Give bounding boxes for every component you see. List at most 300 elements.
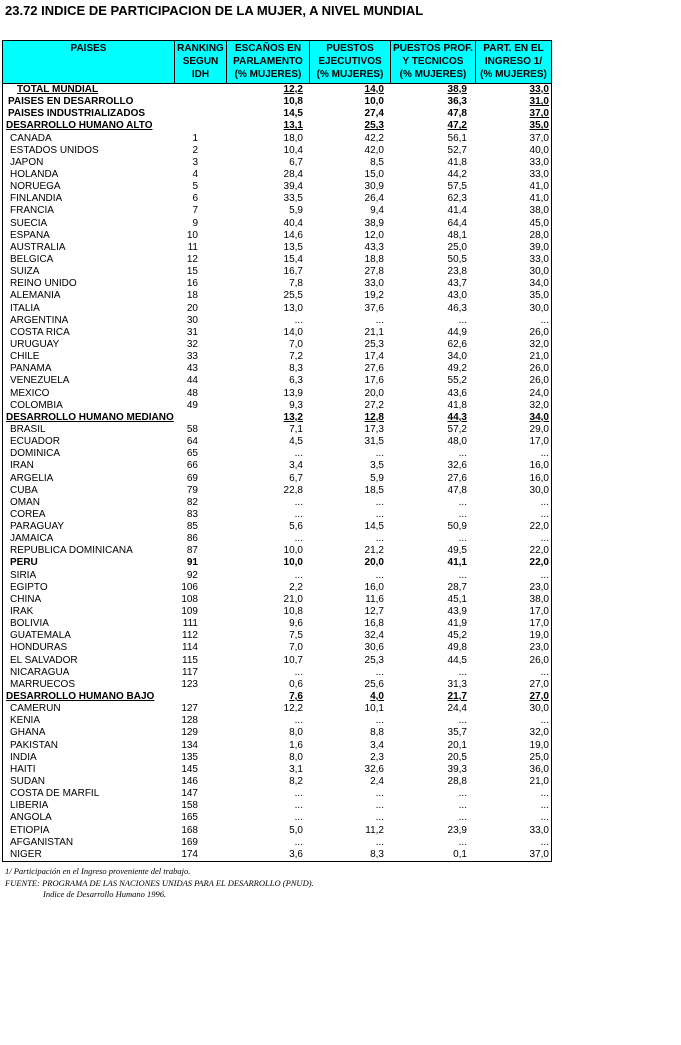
ingreso-value-text: 30,0 <box>529 302 549 314</box>
parlamento-value <box>226 800 309 812</box>
country-name-text: DESARROLLO HUMANO ALTO <box>6 120 153 132</box>
ejecutivos-value <box>309 363 390 375</box>
table-row <box>3 230 551 242</box>
ingreso-value-text: 23,0 <box>529 642 549 654</box>
ejecutivos-value-text: 8,3 <box>370 848 384 860</box>
country-name <box>3 254 174 266</box>
ejecutivos-value <box>309 290 390 302</box>
table-row <box>3 460 551 472</box>
ejecutivos-value <box>309 96 390 108</box>
idh-rank: 15 <box>186 266 198 278</box>
country-name <box>3 509 174 521</box>
country-name <box>3 242 174 254</box>
ejecutivos-value-text: 18,5 <box>364 484 384 496</box>
tecnicos-value <box>390 825 475 837</box>
ingreso-value-text: ... <box>540 800 549 812</box>
table-row <box>3 473 551 485</box>
ingreso-value <box>475 473 551 485</box>
parlamento-value-text: 28,4 <box>283 168 303 180</box>
country-name-text: REPUBLICA DOMINICANA <box>10 545 133 557</box>
tecnicos-value-text: 43,6 <box>447 387 467 399</box>
ejecutivos-value <box>309 606 390 618</box>
ingreso-value-text: 21,0 <box>529 776 549 788</box>
ejecutivos-value-text: 30,9 <box>364 181 384 193</box>
ejecutivos-value <box>309 825 390 837</box>
ejecutivos-value-text: 21,2 <box>364 545 384 557</box>
ejecutivos-value <box>309 120 390 132</box>
parlamento-value-text: 21,0 <box>283 593 303 605</box>
tecnicos-value <box>390 460 475 472</box>
parlamento-value-text: ... <box>294 533 303 545</box>
parlamento-value <box>226 448 309 460</box>
parlamento-value <box>226 630 309 642</box>
tecnicos-value-text: 41,1 <box>447 557 467 569</box>
parlamento-value-text: 33,5 <box>283 193 303 205</box>
idh-rank: 6 <box>192 193 198 205</box>
ingreso-value-text: 17,0 <box>529 618 549 630</box>
ejecutivos-value <box>309 521 390 533</box>
parlamento-value <box>226 218 309 230</box>
parlamento-value <box>226 545 309 557</box>
tecnicos-value-text: 25,0 <box>447 241 467 253</box>
idh-rank: 87 <box>186 545 198 557</box>
ejecutivos-value-text: 14,0 <box>364 84 384 95</box>
country-name-text: INDIA <box>10 751 37 763</box>
ejecutivos-value <box>309 388 390 400</box>
parlamento-value <box>226 497 309 509</box>
parlamento-value-text: ... <box>294 666 303 678</box>
country-name-text: CUBA <box>10 484 38 496</box>
ejecutivos-value <box>309 667 390 679</box>
table-row <box>3 533 551 545</box>
ejecutivos-value-text: 20,0 <box>364 387 384 399</box>
table-row <box>3 703 551 715</box>
parlamento-value-text: 7,2 <box>289 351 303 363</box>
ingreso-value <box>475 157 551 169</box>
tecnicos-value-text: 49,2 <box>447 363 467 375</box>
tecnicos-value-text: 44,5 <box>447 654 467 666</box>
country-name <box>3 642 174 654</box>
ingreso-value <box>475 849 551 861</box>
ingreso-value-text: 35,0 <box>529 290 549 302</box>
tecnicos-value-text: 23,8 <box>447 266 467 278</box>
header-escanos <box>226 41 309 83</box>
tecnicos-value <box>390 315 475 327</box>
idh-rank: 129 <box>181 727 198 739</box>
ingreso-value-text: 33,0 <box>529 168 549 180</box>
ejecutivos-value-text: 26,4 <box>364 193 384 205</box>
ingreso-value <box>475 351 551 363</box>
table-row <box>3 667 551 679</box>
parlamento-value-text: 8,0 <box>289 751 303 763</box>
country-name-text: BELGICA <box>10 253 54 265</box>
country-name-text: IRAN <box>10 460 34 472</box>
ingreso-value <box>475 448 551 460</box>
parlamento-value-text: 13,0 <box>283 302 303 314</box>
tecnicos-value-text: ... <box>458 788 467 800</box>
ingreso-value <box>475 436 551 448</box>
ejecutivos-value-text: ... <box>375 314 384 326</box>
parlamento-value-text: 14,6 <box>283 229 303 241</box>
ejecutivos-value <box>309 133 390 145</box>
country-name <box>3 266 174 278</box>
table-row <box>3 315 551 327</box>
table-row <box>3 436 551 448</box>
ejecutivos-value <box>309 703 390 715</box>
tecnicos-value <box>390 570 475 582</box>
parlamento-value-text: 13,9 <box>283 387 303 399</box>
idh-rank: 31 <box>186 326 198 338</box>
ejecutivos-value-text: 33,0 <box>364 278 384 290</box>
parlamento-value <box>226 533 309 545</box>
idh-rank: 33 <box>186 351 198 363</box>
parlamento-value <box>226 679 309 691</box>
idh-rank: 49 <box>186 399 198 411</box>
ingreso-value <box>475 618 551 630</box>
country-name <box>3 837 174 849</box>
ingreso-value-text: ... <box>540 508 549 520</box>
country-name <box>3 230 174 242</box>
country-name <box>3 485 174 497</box>
ejecutivos-value-text: 11,2 <box>365 824 384 836</box>
parlamento-value <box>226 837 309 849</box>
ejecutivos-value <box>309 278 390 290</box>
parlamento-value <box>226 290 309 302</box>
parlamento-value <box>226 303 309 315</box>
tecnicos-value-text: 57,2 <box>447 423 467 435</box>
ejecutivos-value <box>309 254 390 266</box>
ingreso-value <box>475 412 551 424</box>
parlamento-value <box>226 351 309 363</box>
table-row <box>3 825 551 837</box>
table-row <box>3 764 551 776</box>
ingreso-value <box>475 254 551 266</box>
table-row <box>3 254 551 266</box>
header-puestos-ejecutivos <box>309 41 390 83</box>
idh-rank: 79 <box>186 484 198 496</box>
parlamento-value <box>226 436 309 448</box>
parlamento-value <box>226 205 309 217</box>
country-name <box>3 448 174 460</box>
country-name <box>3 327 174 339</box>
tecnicos-value-text: 43,0 <box>447 290 467 302</box>
parlamento-value <box>226 570 309 582</box>
ingreso-value-text: ... <box>540 569 549 581</box>
ejecutivos-value <box>309 315 390 327</box>
ingreso-value <box>475 339 551 351</box>
ejecutivos-value <box>309 473 390 485</box>
parlamento-value <box>226 582 309 594</box>
ingreso-value <box>475 145 551 157</box>
parlamento-value-text: 12,2 <box>283 84 303 95</box>
data-table <box>2 40 552 862</box>
parlamento-value-text: 5,6 <box>289 521 303 533</box>
parlamento-value <box>226 655 309 667</box>
tecnicos-value <box>390 108 475 120</box>
parlamento-value-text: 2,2 <box>289 581 303 593</box>
tecnicos-value <box>390 145 475 157</box>
ingreso-value <box>475 108 551 120</box>
country-name <box>3 545 174 557</box>
ejecutivos-value <box>309 193 390 205</box>
source: FUENTE: PROGRAMA DE LAS NACIONES UNIDAS PARA EL DESARROLLO (PNUD). <box>5 877 314 888</box>
country-name-text: ETIOPIA <box>10 824 50 836</box>
tecnicos-value <box>390 691 475 703</box>
ingreso-value <box>475 485 551 497</box>
country-name <box>3 436 174 448</box>
ingreso-value <box>475 679 551 691</box>
header-line: (% MUJERES) <box>316 69 384 80</box>
table-row <box>3 448 551 460</box>
idh-rank: 11 <box>187 241 198 253</box>
tecnicos-value-text: 28,7 <box>447 581 467 593</box>
tecnicos-value-text: ... <box>458 836 467 848</box>
ingreso-value <box>475 120 551 132</box>
ingreso-value-text: 33,0 <box>529 253 549 265</box>
idh-rank: 145 <box>181 763 198 775</box>
table-row <box>3 145 551 157</box>
table-row <box>3 242 551 254</box>
ejecutivos-value-text: ... <box>375 496 384 508</box>
tecnicos-value-text: 20,5 <box>447 751 467 763</box>
ingreso-value <box>475 363 551 375</box>
ingreso-value <box>475 424 551 436</box>
tecnicos-value-text: 44,9 <box>447 326 467 338</box>
country-name <box>3 108 174 120</box>
ingreso-value <box>475 630 551 642</box>
idh-rank: 48 <box>186 387 198 399</box>
tecnicos-value <box>390 218 475 230</box>
country-name <box>3 145 174 157</box>
tecnicos-value <box>390 727 475 739</box>
parlamento-value <box>226 120 309 132</box>
ejecutivos-value-text: ... <box>375 812 384 824</box>
tecnicos-value <box>390 424 475 436</box>
tecnicos-value <box>390 582 475 594</box>
parlamento-value-text: 14,5 <box>283 108 303 120</box>
tecnicos-value <box>390 278 475 290</box>
country-name <box>3 715 174 727</box>
country-name <box>3 691 174 703</box>
ejecutivos-value <box>309 642 390 654</box>
parlamento-value <box>226 594 309 606</box>
ejecutivos-value-text: 11,6 <box>365 593 384 605</box>
tecnicos-value-text: 34,0 <box>447 351 467 363</box>
ingreso-value-text: 30,0 <box>529 266 549 278</box>
ingreso-value-text: 22,0 <box>529 557 549 569</box>
table-row <box>3 594 551 606</box>
parlamento-value <box>226 84 309 96</box>
parlamento-value-text: ... <box>294 788 303 800</box>
parlamento-value-text: ... <box>294 448 303 460</box>
tecnicos-value-text: 50,5 <box>447 253 467 265</box>
ingreso-value-text: 26,0 <box>529 326 549 338</box>
ingreso-value <box>475 84 551 96</box>
ingreso-value <box>475 497 551 509</box>
ingreso-value <box>475 825 551 837</box>
country-name-text: PAISES EN DESARROLLO <box>8 96 134 108</box>
header-line: ESCAÑOS EN <box>234 43 302 54</box>
table-row <box>3 509 551 521</box>
ingreso-value-text: ... <box>540 448 549 460</box>
tecnicos-value <box>390 412 475 424</box>
parlamento-value-text: 7,5 <box>289 630 303 642</box>
country-name <box>3 205 174 217</box>
ingreso-value <box>475 181 551 193</box>
country-name-text: GUATEMALA <box>10 630 71 642</box>
idh-rank: 174 <box>181 848 198 860</box>
parlamento-value-text: 14,0 <box>283 326 303 338</box>
table-row <box>3 400 551 412</box>
ingreso-value-text: 41,0 <box>529 181 549 193</box>
idh-rank: 165 <box>181 812 198 824</box>
idh-rank: 65 <box>186 448 198 460</box>
ejecutivos-value-text: 3,4 <box>370 739 384 751</box>
country-name <box>3 375 174 387</box>
table-row <box>3 812 551 824</box>
country-name-text: DOMINICA <box>10 448 60 460</box>
idh-rank: 4 <box>192 168 198 180</box>
country-name <box>3 84 174 96</box>
ingreso-value <box>475 400 551 412</box>
ejecutivos-value <box>309 460 390 472</box>
country-name <box>3 157 174 169</box>
ingreso-value <box>475 218 551 230</box>
ejecutivos-value <box>309 424 390 436</box>
country-name-text: ECUADOR <box>10 436 61 448</box>
idh-rank: 9 <box>192 217 198 229</box>
ingreso-value-text: ... <box>540 836 549 848</box>
tecnicos-value <box>390 133 475 145</box>
country-name <box>3 193 174 205</box>
ejecutivos-value-text: 17,3 <box>364 423 384 435</box>
tecnicos-value <box>390 800 475 812</box>
tecnicos-value <box>390 655 475 667</box>
parlamento-value-text: 9,3 <box>289 399 303 411</box>
ejecutivos-value <box>309 339 390 351</box>
ejecutivos-value <box>309 497 390 509</box>
country-name-text: IRAK <box>10 606 34 618</box>
parlamento-value-text: 7,8 <box>289 278 303 290</box>
country-name <box>3 351 174 363</box>
country-name <box>3 679 174 691</box>
ejecutivos-value <box>309 764 390 776</box>
ingreso-value-text: 34,0 <box>529 411 549 423</box>
parlamento-value <box>226 315 309 327</box>
ejecutivos-value-text: 25,3 <box>364 338 384 350</box>
idh-rank: 7 <box>192 205 198 217</box>
table-row <box>3 497 551 509</box>
tecnicos-value-text: 39,3 <box>447 763 467 775</box>
country-name <box>3 727 174 739</box>
idh-rank: 92 <box>186 569 198 581</box>
ejecutivos-value <box>309 351 390 363</box>
ingreso-value-text: 40,0 <box>529 144 549 156</box>
ingreso-value-text: 30,0 <box>529 703 549 715</box>
ingreso-value <box>475 315 551 327</box>
table-row <box>3 290 551 302</box>
tecnicos-value-text: 20,1 <box>447 739 467 751</box>
table-row <box>3 545 551 557</box>
tecnicos-value <box>390 254 475 266</box>
tecnicos-value-text: 64,4 <box>447 217 467 229</box>
tecnicos-value <box>390 205 475 217</box>
ingreso-value <box>475 740 551 752</box>
ejecutivos-value-text: ... <box>375 569 384 581</box>
idh-rank: 5 <box>192 181 198 193</box>
ejecutivos-value <box>309 679 390 691</box>
ejecutivos-value-text: 27,8 <box>364 266 384 278</box>
ingreso-value <box>475 655 551 667</box>
ejecutivos-value-text: 27,2 <box>364 399 384 411</box>
ejecutivos-value-text: 20,0 <box>364 557 384 569</box>
ejecutivos-value <box>309 266 390 278</box>
tecnicos-value-text: 48,1 <box>447 229 467 241</box>
header-line: (% MUJERES) <box>234 69 302 80</box>
country-name <box>3 169 174 181</box>
aggregate-row <box>3 84 551 96</box>
parlamento-value-text: ... <box>294 569 303 581</box>
ingreso-value <box>475 703 551 715</box>
tecnicos-value <box>390 752 475 764</box>
tecnicos-value <box>390 157 475 169</box>
ingreso-value-text: 22,0 <box>529 545 549 557</box>
ejecutivos-value <box>309 618 390 630</box>
ejecutivos-value <box>309 752 390 764</box>
parlamento-value-text: 10,8 <box>283 96 303 108</box>
ejecutivos-value-text: ... <box>375 788 384 800</box>
table-row <box>3 788 551 800</box>
parlamento-value-text: 3,4 <box>289 460 303 472</box>
ingreso-value-text: 17,0 <box>529 436 549 448</box>
header-line: PART. EN EL <box>483 43 544 54</box>
header-line: INGRESO 1/ <box>484 56 543 67</box>
table-row <box>3 752 551 764</box>
tecnicos-value <box>390 812 475 824</box>
ingreso-value <box>475 570 551 582</box>
ejecutivos-value-text: 21,1 <box>364 326 384 338</box>
ejecutivos-value-text: ... <box>375 836 384 848</box>
tecnicos-value-text: 52,7 <box>447 144 467 156</box>
tecnicos-value-text: 41,8 <box>447 156 467 168</box>
ingreso-value-text: 17,0 <box>529 606 549 618</box>
country-name <box>3 849 174 861</box>
ejecutivos-value <box>309 303 390 315</box>
ejecutivos-value-text: 17,4 <box>364 351 384 363</box>
idh-rank: 168 <box>181 824 198 836</box>
ejecutivos-value-text: 27,6 <box>364 363 384 375</box>
tecnicos-value-text: 47,2 <box>447 120 467 132</box>
idh-rank: 146 <box>181 776 198 788</box>
ingreso-value <box>475 776 551 788</box>
ejecutivos-value <box>309 788 390 800</box>
country-name-text: DESARROLLO HUMANO BAJO <box>6 691 155 703</box>
parlamento-value-text: ... <box>294 836 303 848</box>
parlamento-value <box>226 363 309 375</box>
tecnicos-value <box>390 740 475 752</box>
table-row <box>3 800 551 812</box>
tecnicos-value-text: 49,8 <box>447 642 467 654</box>
country-name-text: COLOMBIA <box>10 399 63 411</box>
parlamento-value <box>226 776 309 788</box>
ingreso-value-text: 16,0 <box>529 472 549 484</box>
parlamento-value-text: ... <box>294 314 303 326</box>
tecnicos-value <box>390 667 475 679</box>
ingreso-value <box>475 788 551 800</box>
table-row <box>3 837 551 849</box>
parlamento-value <box>226 825 309 837</box>
ingreso-value-text: 45,0 <box>529 217 549 229</box>
